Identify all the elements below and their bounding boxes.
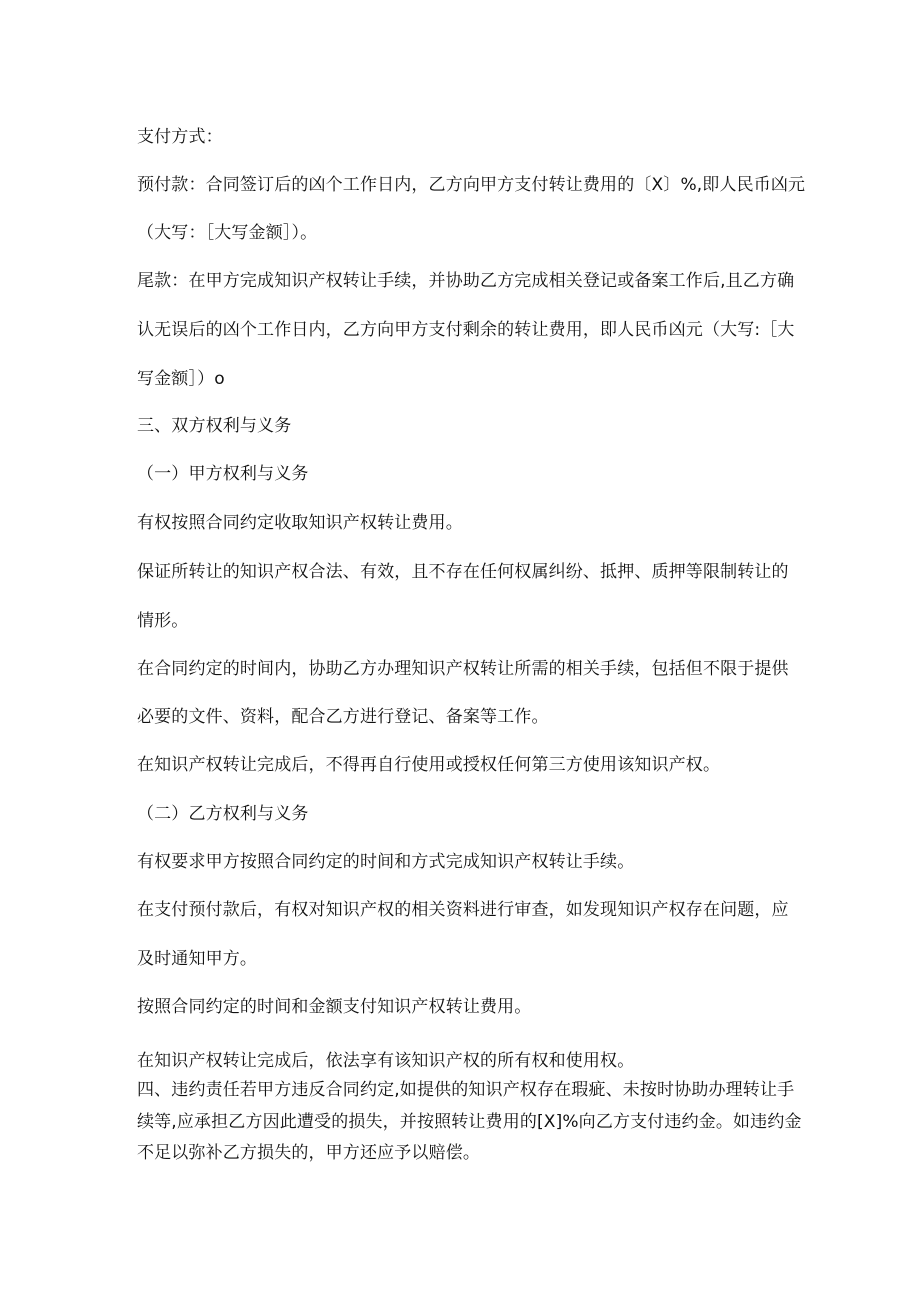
text-line-22: 续等,应承担乙方因此遭受的损失，并按照转让费用的[X]%向乙方支付违约金。如违约金 [137, 1112, 802, 1132]
text-line-20: 在知识产权转让完成后，依法享有该知识产权的所有权和使用权。 [137, 1051, 635, 1071]
text-line-2: 预付款：合同签订后的凶个工作日内，乙方向甲方支付转让费用的〔X〕%,即人民币凶元 [137, 175, 806, 195]
text-line-23: 不足以弥补乙方损失的，甲方还应予以赔偿。 [137, 1143, 480, 1163]
text-line-13: 必要的文件、资料，配合乙方进行登记、备案等工作。 [137, 707, 549, 727]
section-heading-4: 四、违约责任若甲方违反合同约定,如提供的知识产权存在瑕疵、未按时协助办理转让手 [137, 1080, 795, 1100]
text-line-12: 在合同约定的时间内，协助乙方办理知识产权转让所需的相关手续，包括但不限于提供 [137, 659, 789, 679]
text-line-18: 及时通知甲方。 [137, 949, 258, 969]
section-heading-3: 三、双方权利与义务 [137, 416, 292, 436]
text-line-17: 在支付预付款后，有权对知识产权的相关资料进行审查，如发现知识产权存在问题，应 [137, 900, 789, 920]
text-line-10: 保证所转让的知识产权合法、有效，且不存在任何权属纠纷、抵押、质押等限制转让的 [137, 562, 789, 582]
text-line-11: 情形。 [137, 611, 189, 631]
subsection-heading-1: （一）甲方权利与义务 [137, 464, 309, 484]
text-line-16: 有权要求甲方按照合同约定的时间和方式完成知识产权转让手续。 [137, 852, 635, 872]
text-line-5: 认无误后的凶个工作日内，乙方向甲方支付剩余的转让费用，即人民币凶元（大写:［大 [137, 320, 795, 340]
text-line-3: （大写：［大写金额］）。 [137, 223, 318, 243]
text-line-19: 按照合同约定的时间和金额支付知识产权转让费用。 [137, 997, 532, 1017]
text-line-4: 尾款：在甲方完成知识产权转让手续，并协助乙方完成相关登记或备案工作后,且乙方确 [137, 271, 795, 291]
text-line-9: 有权按照合同约定收取知识产权转让费用。 [137, 513, 463, 533]
text-line-1: 支付方式： [137, 127, 223, 147]
text-line-14: 在知识产权转让完成后，不得再自行使用或授权任何第三方使用该知识产权。 [137, 755, 721, 775]
subsection-heading-2: （二）乙方权利与义务 [137, 804, 309, 824]
text-line-6: 写金额］）o [137, 369, 225, 389]
